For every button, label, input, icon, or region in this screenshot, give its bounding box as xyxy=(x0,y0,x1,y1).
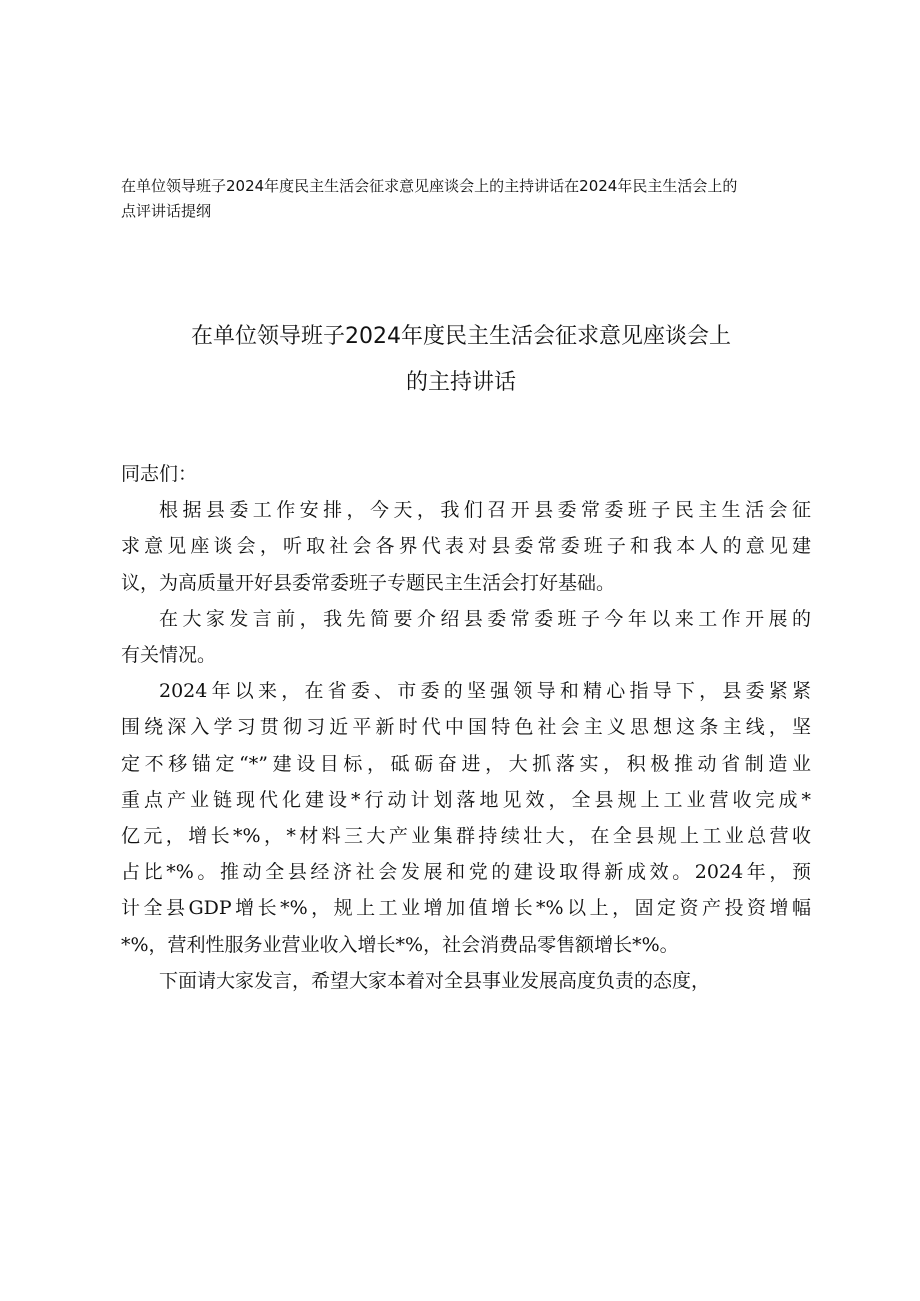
paragraph-line: 计全县GDP增长*%，规上工业增加值增长*%以上，固定资产投资增幅 xyxy=(121,897,811,920)
header-line-2: 点评讲话提纲 xyxy=(121,202,212,220)
document-header xyxy=(121,174,811,224)
paragraph-line: *%，营利性服务业营业收入增长*%，社会消费品零售额增长*%。 xyxy=(121,933,679,956)
paragraph-line: 在大家发言前，我先简要介绍县委常委班子今年以来工作开展的 xyxy=(159,607,811,630)
header-line-1: 在单位领导班子2024年度民主生活会征求意见座谈会上的主持讲话在2024年民主生活会上的 xyxy=(121,177,738,195)
paragraph-1 xyxy=(121,492,811,601)
paragraph-line: 求意见座谈会，听取社会各界代表对县委常委班子和我本人的意见建 xyxy=(121,535,811,558)
paragraph-4 xyxy=(121,963,811,999)
paragraph-2 xyxy=(121,601,811,673)
paragraph-line: 定不移锚定“*”建设目标，砥砺奋进，大抓落实，积极推动省制造业 xyxy=(121,752,811,775)
paragraph-3 xyxy=(121,673,811,963)
title-line-2: 的主持讲话 xyxy=(405,370,516,395)
title-line-1: 在单位领导班子2024年度民主生活会征求意见座谈会上 xyxy=(191,324,731,349)
document-body xyxy=(121,456,811,999)
paragraph-line: 议，为高质量开好县委常委班子专题民主生活会打好基础。 xyxy=(121,571,616,594)
greeting: 同志们： xyxy=(121,463,198,485)
paragraph-line: 下面请大家发言，希望大家本着对全县事业发展高度负责的态度， xyxy=(159,969,711,992)
paragraph-line: 有关情况。 xyxy=(121,644,217,667)
paragraph-line: 亿元，增长*%，*材料三大产业集群持续壮大，在全县规上工业总营收 xyxy=(121,825,811,848)
paragraph-line: 占比*%。推动全县经济社会发展和党的建设取得新成效。2024年，预 xyxy=(121,861,811,884)
paragraph-line: 根据县委工作安排，今天，我们召开县委常委班子民主生活会征 xyxy=(159,499,811,522)
paragraph-line: 重点产业链现代化建设*行动计划落地见效，全县规上工业营收完成* xyxy=(121,788,811,811)
paragraph-line: 2024年以来，在省委、市委的坚强领导和精心指导下，县委紧紧 xyxy=(159,680,811,703)
document-title xyxy=(121,314,801,406)
paragraph-line: 围绕深入学习贯彻习近平新时代中国特色社会主义思想这条主线，坚 xyxy=(121,716,811,739)
